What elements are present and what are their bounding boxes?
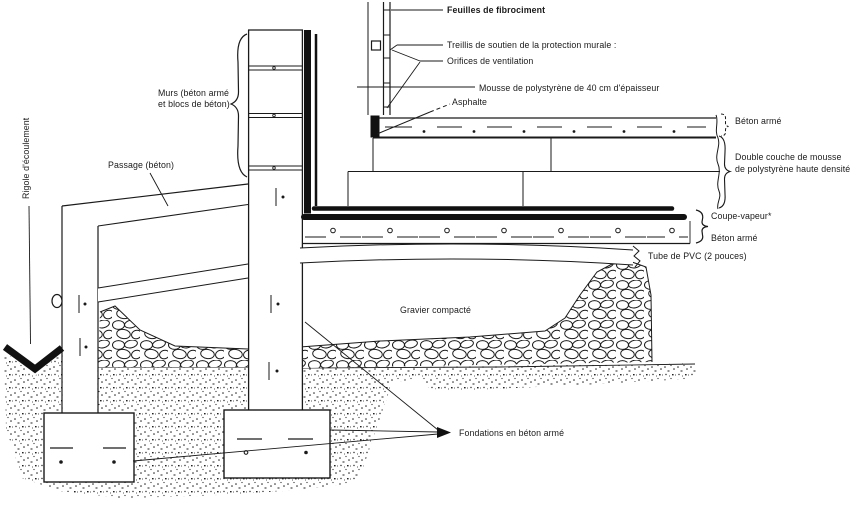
label-fondations: Fondations en béton armé — [459, 428, 565, 438]
label-murs-2: et blocs de béton) — [158, 99, 230, 109]
label-double-couche-2: de polystyrène haute densité — [735, 164, 850, 174]
label-beton-arme-radier: Béton armé — [711, 233, 758, 243]
label-asphalte: Asphalte — [452, 97, 488, 107]
rigole-drain — [5, 295, 62, 370]
drain-pipe-outlet — [52, 295, 62, 308]
label-tube-pvc: Tube de PVC (2 pouces) — [648, 251, 747, 261]
double-couche-brace — [719, 136, 730, 208]
label-feuilles-fibrociment: Feuilles de fibrociment — [447, 5, 546, 15]
label-passage: Passage (béton) — [108, 160, 175, 170]
coupe-vapeur-brace — [696, 210, 708, 243]
label-mousse: Mousse de polystyrène de 40 cm d'épaisseur — [479, 83, 660, 93]
ventilation-box — [372, 41, 381, 50]
middle-footing — [224, 410, 330, 478]
pvc-tube — [98, 244, 640, 302]
label-orifices: Orifices de ventilation — [447, 56, 534, 66]
fondations-arrowhead — [437, 427, 451, 438]
polystyrene-blocks — [348, 115, 720, 209]
label-coupe-vapeur: Coupe-vapeur* — [711, 211, 772, 221]
label-rigole: Rigole d'écoulement — [21, 117, 31, 199]
murs-brace — [231, 34, 247, 177]
dalle-brace — [721, 114, 729, 136]
label-double-couche-1: Double couche de mousse — [735, 152, 842, 162]
dalle-beton-arme — [371, 104, 717, 138]
label-beton-arme-dalle: Béton armé — [735, 116, 782, 126]
upper-wall-protection-murale — [368, 2, 390, 115]
label-gravier: Gravier compacté — [400, 305, 472, 315]
label-murs-1: Murs (béton armé — [158, 88, 230, 98]
label-treillis: Treillis de soutien de la protection murale : — [447, 40, 617, 50]
radier-beton-arme — [303, 219, 690, 244]
